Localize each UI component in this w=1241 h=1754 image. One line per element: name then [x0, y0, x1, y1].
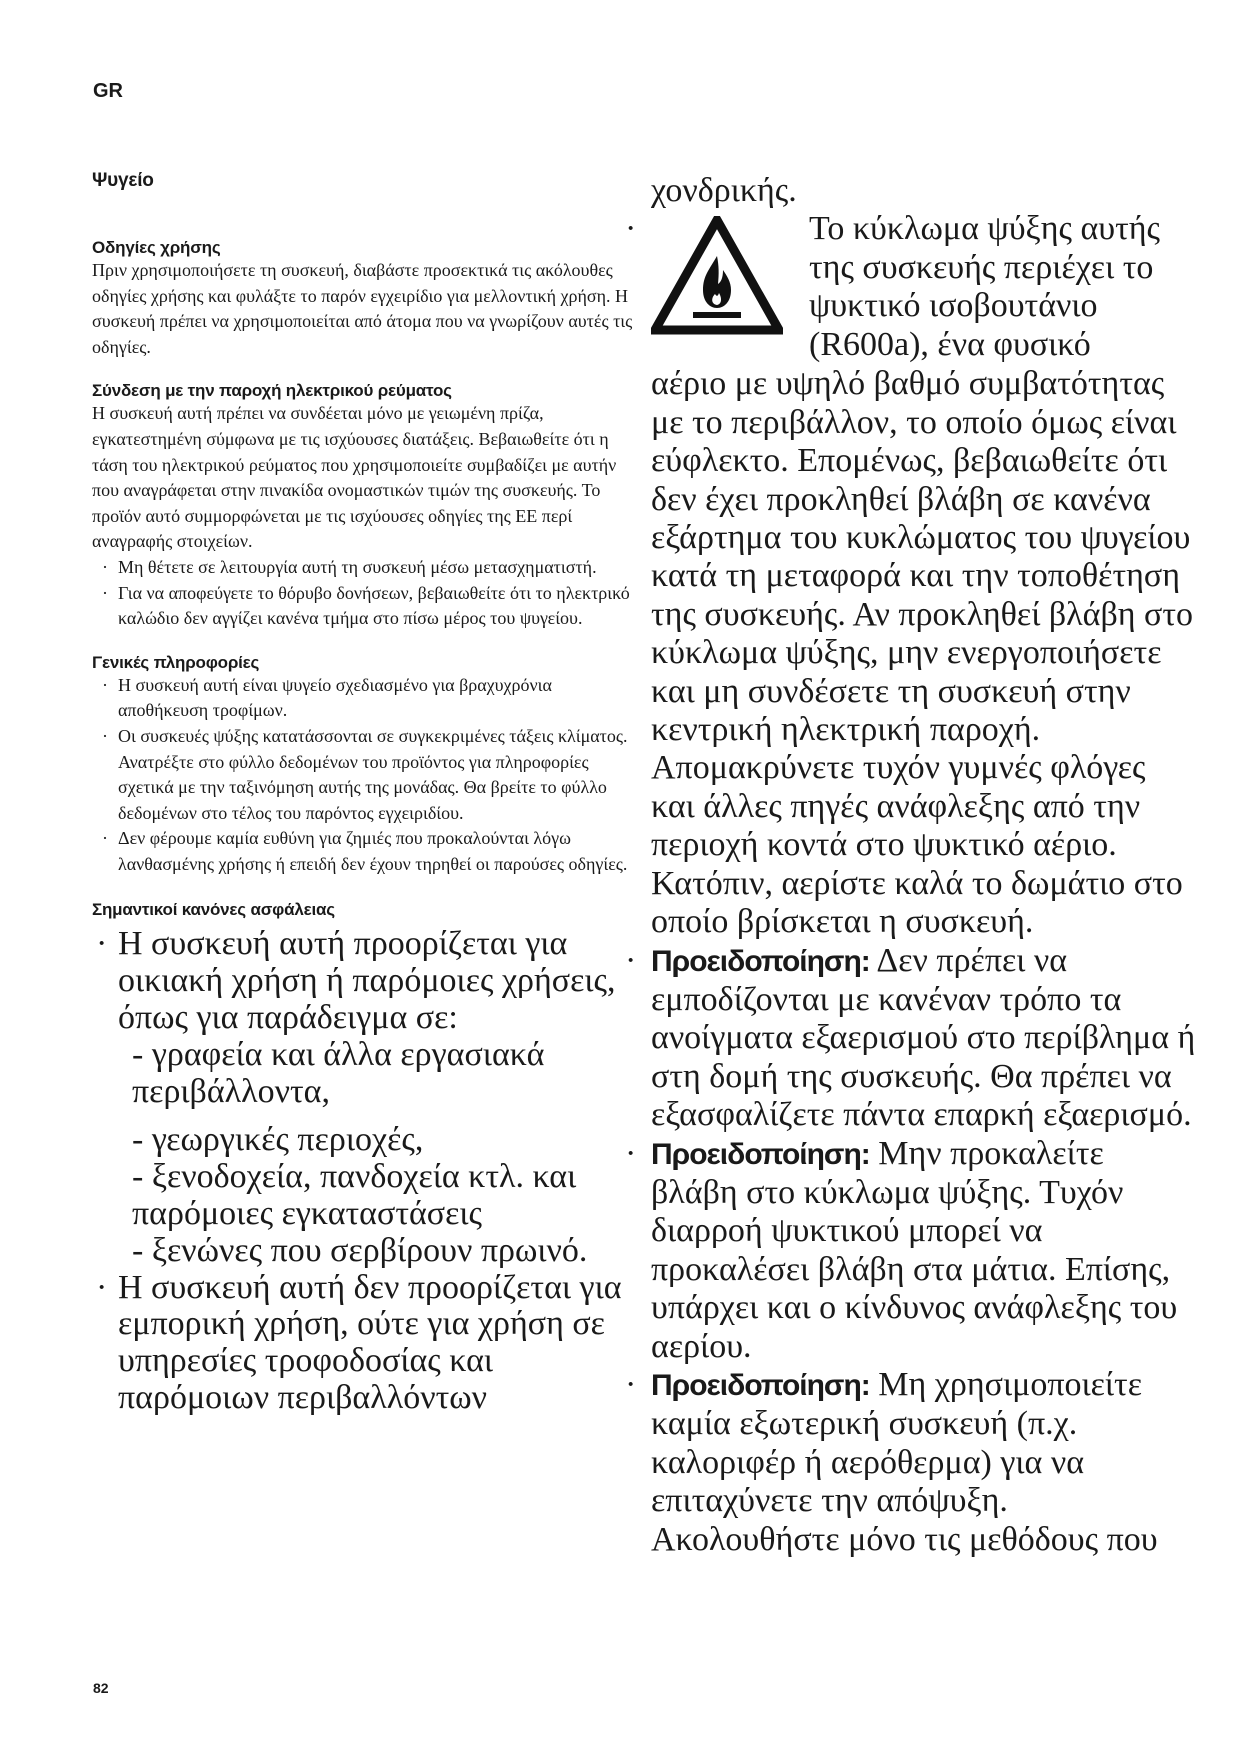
- bullet-dot: ·: [625, 1365, 637, 1403]
- warning-label: Προειδοποίηση:: [651, 944, 870, 978]
- sub-list-item: - γραφεία και άλλα εργασιακά περιβάλλοντα,: [132, 1035, 545, 1110]
- list-item: · Για να αποφεύγετε το θόρυβο δονήσεων, βεβαιωθείτε ότι το ηλεκτρικό καλώδιο δεν αγγίζει κανένα τμήμα στο πίσω μέρος του ψυγείου.: [92, 581, 644, 632]
- power-text: Η συσκευή αυτή πρέπει να συνδέεται μόνο με γειωμένη πρίζα, εγκατεστημένη σύμφωνα με τις ισχύουσες διατάξεις. Βεβαιωθείτε ότι η τάση του ηλεκτρικού ρεύματος που χρησιμοποιείτε συμβαδίζει με αυτήν που αναγράφεται στην πινακίδα ονομαστικών τιμών της συσκευής. Το προϊόν αυτό συμμορφώνεται με τις ισχύουσες οδηγίες της ΕΕ περί αναγραφής στοιχείων.: [92, 403, 617, 552]
- warning-text: Δεν πρέπει να εμποδίζονται με κανέναν τρόπο τα ανοίγματα εξαερισμού στο περίβλημα ή στη δομή της συσκευής. Θα πρέπει να εξασφαλίζετε πάντα επαρκή εξαερισμό.: [651, 941, 1196, 1134]
- right-column: [625, 172, 1196, 1559]
- heading-instructions: Οδηγίες χρήσης: [92, 238, 221, 257]
- list-item: · Η συσκευή αυτή είναι ψυγείο σχεδιασμένο για βραχυχρόνια αποθήκευση τροφίμων.: [92, 673, 644, 724]
- list-item: · Μη θέτετε σε λειτουργία αυτή τη συσκευή μέσω μετασχηματιστή.: [92, 555, 644, 581]
- safety-bullets: [92, 926, 644, 1416]
- bullet-dot: ·: [625, 941, 637, 979]
- bullet-dot: ·: [625, 1134, 637, 1172]
- list-item: [92, 926, 644, 1269]
- warning-circuit: [625, 1134, 1196, 1366]
- warning-text: Μην προκαλείτε βλάβη στο κύκλωμα ψύξης. Τυχόν διαρροή ψυκτικού μπορεί να προκαλέσει βλάβη στα μάτια. Επίσης, υπάρχει και ο κίνδυνος ανάφλεξης του αερίου.: [651, 1134, 1178, 1365]
- language-code: GR: [93, 80, 123, 102]
- flammable-warning-icon: [651, 216, 783, 336]
- page-number: 82: [93, 1680, 109, 1696]
- refrigerant-warning-block: [625, 210, 1196, 365]
- heading-safety: Σημαντικοί κανόνες ασφάλειας: [92, 900, 335, 920]
- heading-general: Γενικές πληροφορίες: [92, 652, 260, 672]
- bullet-dot: ·: [625, 210, 637, 248]
- left-column: [92, 170, 644, 1417]
- list-item: · Οι συσκευές ψύξης κατατάσσονται σε συγκεκριμένες τάξεις κλίματος. Ανατρέξτε στο φύλλο δεδομένων του προϊόντος για πληροφορίες σχετικά με την ταξινόμηση αυτής της μονάδας. Θα βρείτε το φύλλο δεδομένων στο τέλος του παρόντος εγχειριδίου.: [92, 724, 644, 826]
- sub-list-item: - ξενοδοχεία, πανδοχεία κτλ. και παρόμοιες εγκαταστάσεις: [132, 1158, 577, 1233]
- list-item: · Δεν φέρουμε καμία ευθύνη για ζημιές που προκαλούνται λόγω λανθασμένης χρήσης ή επειδή δεν έχουν τηρηθεί οι παρούσες οδηγίες.: [92, 826, 644, 877]
- heading-power: Σύνδεση με την παροχή ηλεκτρικού ρεύματος: [92, 381, 452, 401]
- instructions-text: Πριν χρησιμοποιήσετε τη συσκευή, διαβάστε προσεκτικά τις ακόλουθες οδηγίες χρήσης και φυλάξτε το παρόν εγχειρίδιο για μελλοντική χρήση. Η συσκευή πρέπει να χρησιμοποιείται από άτομα που να γνωρίζουν αυτές τις οδηγίες.: [92, 260, 633, 357]
- warning-paragraph: [651, 1366, 1196, 1559]
- sub-list-item: - γεωργικές περιοχές,: [132, 1121, 424, 1159]
- list-item: · Η συσκευή αυτή δεν προορίζεται για εμπορική χρήση, ούτε για χρήση σε υπηρεσίες τροφοδοσίας και παρόμοιων περιβαλλόντων: [92, 1270, 644, 1417]
- refrigerant-lead-text: Το κύκλωμα ψύξης αυτής της συσκευής περιέχει το ψυκτικό ισοβουτάνιο (R600a), ένα φυσικό: [809, 210, 1161, 363]
- warning-ventilation: [625, 941, 1196, 1135]
- refrigerant-rest-text: αέριο με υψηλό βαθμό συμβατότητας με το περιβάλλον, το οποίο όμως είναι εύφλεκτο. Επομένως, βεβαιωθείτε ότι δεν έχει προκληθεί βλάβη σε κανένα εξάρτημα του κυκλώματος του ψυγείου κατά τη μεταφορά και την τοποθέτηση της συσκευής. Αν προκληθεί βλάβη στο κύκλωμα ψύξης, μην ενεργοποιήσετε και μη συνδέσετε τη συσκευή στην κεντρική ηλεκτρική παροχή. Απομακρύνετε τυχόν γυμνές φλόγες και άλλες πηγές ανάφλεξης από την περιοχή κοντά στο ψυκτικό αέριο. Κατόπιν, αερίστε καλά το δωμάτιο στο οποίο βρίσκεται η συσκευή.: [651, 365, 1194, 941]
- power-bullets: [92, 555, 644, 632]
- warning-defrost: [625, 1365, 1196, 1559]
- general-bullets: [92, 673, 644, 878]
- warning-label: Προειδοποίηση:: [651, 1137, 870, 1171]
- warning-label: Προειδοποίηση:: [651, 1368, 870, 1402]
- sub-list-item: - ξενώνες που σερβίρουν πρωινό.: [132, 1231, 588, 1269]
- warning-paragraph: [651, 1135, 1196, 1366]
- warning-paragraph: [651, 942, 1196, 1135]
- document-title: Ψυγείο: [92, 170, 154, 191]
- safety-bullet-1-text: Η συσκευή αυτή προορίζεται για οικιακή χρήση ή παρόμοιες χρήσεις, όπως για παράδειγμα σε:: [118, 925, 616, 1037]
- continuation-text: χονδρικής.: [651, 172, 797, 209]
- safety-sub-list: [118, 1037, 644, 1270]
- warning-text: Μη χρησιμοποιείτε καμία εξωτερική συσκευή (π.χ. καλοριφέρ ή αερόθερμα) για να επιταχύνετε την απόψυξη. Ακολουθήστε μόνο τις μεθόδους που: [651, 1365, 1158, 1558]
